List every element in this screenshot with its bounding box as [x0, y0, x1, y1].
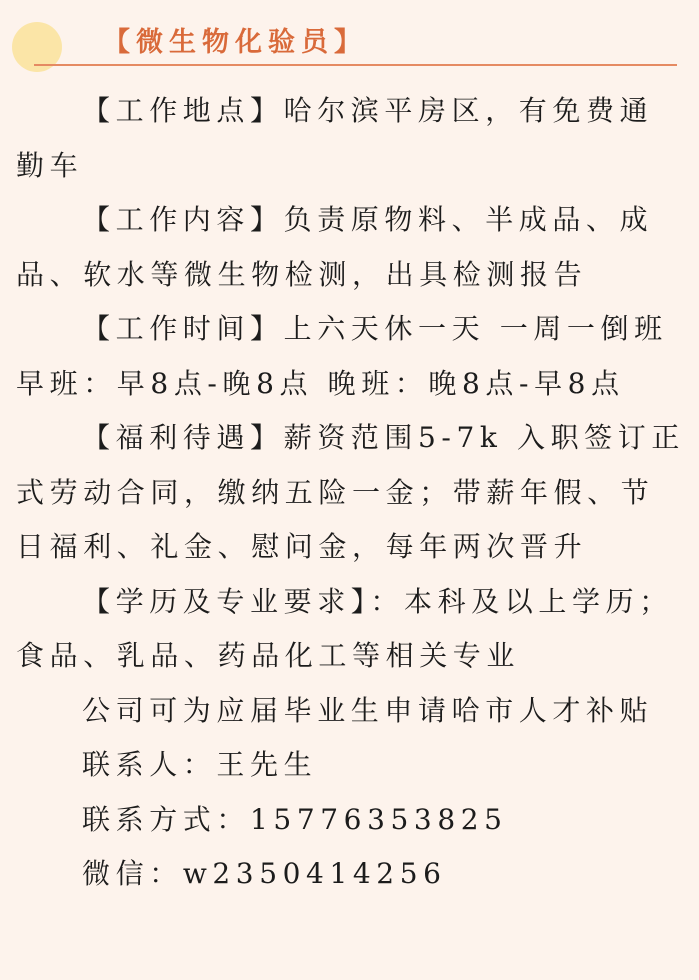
work-location-text: 哈尔滨平房区，有免费通勤车: [16, 94, 654, 182]
header: [0, 0, 699, 72]
benefits-text: 薪资范围5-7k 入职签订正式劳动合同，缴纳五险一金；带薪年假、节日福利、礼金、慰问金，每年两次晋升: [16, 421, 685, 563]
education-label: 【学历及专业要求】: [82, 584, 371, 618]
work-hours-text: 上六天休一天 一周一倒班 早班：早8点-晚8点 晚班：晚8点-早8点: [16, 312, 668, 400]
contact-person-label: 联系人：: [82, 748, 217, 781]
page-title: 【微生物化验员】: [103, 27, 367, 58]
contact-person-name: 王先生: [216, 748, 318, 781]
wechat-id: w2350414256: [182, 857, 447, 890]
job-description: [16, 84, 686, 902]
contact-person-line: [16, 738, 686, 793]
wechat-label: 微信：: [82, 857, 183, 890]
title-divider: [34, 64, 677, 66]
education-paragraph: [16, 575, 686, 684]
benefits-paragraph: [16, 411, 686, 575]
talent-subsidy-note: 公司可为应届毕业生申请哈市人才补贴: [82, 693, 654, 727]
contact-phone-label: 联系方式：: [82, 802, 251, 836]
contact-phone-number: 15776353825: [250, 802, 508, 836]
work-hours-label: 【工作时间】: [82, 312, 284, 345]
job-duties-text: 负责原物料、半成品、成品、软水等微生物检测，出具检测报告: [16, 203, 654, 291]
job-duties-paragraph: [16, 193, 686, 302]
work-hours-paragraph: [16, 302, 686, 411]
education-text: ：本科及以上学历；食品、乳品、药品化工等相关专业: [16, 584, 673, 672]
work-location-paragraph: [16, 84, 686, 193]
benefits-label: 【福利待遇】: [82, 421, 284, 454]
wechat-line: [16, 847, 686, 902]
contact-phone-line: [16, 793, 686, 848]
work-location-label: 【工作地点】: [82, 94, 284, 127]
job-duties-label: 【工作内容】: [82, 203, 284, 236]
